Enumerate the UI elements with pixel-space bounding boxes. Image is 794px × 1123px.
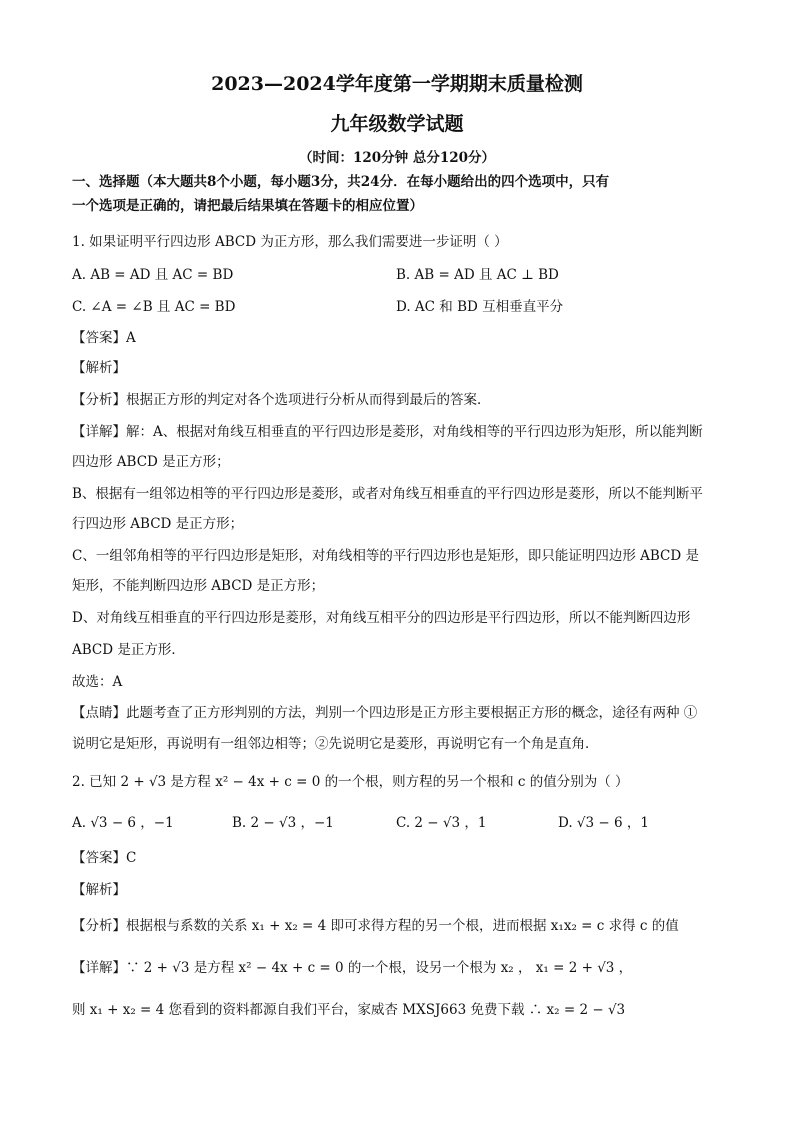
q1-detail-line: 故选：A [72,674,123,690]
q1-analysis-label: 【解析】 [72,360,126,376]
q2-option-d: D. √3 − 6 ，1 [558,815,649,831]
section-heading-line-1: 一、选择题（本大题共8个小题，每小题3分，共24分．在每小题给出的四个选项中，只有 [72,174,610,190]
q2-option-b: B. 2 − √3 ，−1 [232,815,334,831]
q2-detail-line-2: 则 x₁ + x₂ = 4 您看到的资料都源自我们平台，家威杏 MXSJ663 免费下载 ∴ x₂ = 2 − √3 [72,1002,626,1018]
q1-answer: 【答案】A [72,330,136,346]
q1-detail-line: 【详解】解：A、根据对角线互相垂直的平行四边形是菱形，对角线相等的平行四边形为矩形，所以能判断 [72,424,703,440]
q2-detail-line-1: 【详解】∵ 2 + √3 是方程 x² − 4x + c = 0 的一个根，设另一个根为 x₂ ， x₁ = 2 + √3 ， [72,960,633,976]
q1-option-c: C. ∠A = ∠B 且 AC = BD [72,299,236,315]
q1-fenxi: 【分析】根据正方形的判定对各个选项进行分析从而得到最后的答案． [72,392,491,408]
q1-stem: 1. 如果证明平行四边形 ABCD 为正方形，那么我们需要进一步证明（ ） [72,234,508,250]
section-heading-line-2: 一个选项是正确的，请把最后结果填在答题卡的相应位置） [72,198,423,214]
q1-detail-line: D、对角线互相垂直的平行四边形是菱形，对角线互相平分的四边形是平行四边形，所以不能判断四边形 [72,610,691,626]
q1-detail-line: 矩形，不能判断四边形 ABCD 是正方形； [72,578,325,594]
q2-fenxi: 【分析】根据根与系数的关系 x₁ + x₂ = 4 即可求得方程的另一个根，进而根据 x₁x₂ = c 求得 c 的值 [72,918,679,934]
q1-detail-line: ABCD 是正方形． [72,642,185,658]
q2-option-c: C. 2 − √3 ，1 [396,815,487,831]
q1-detail-line: C、一组邻角相等的平行四边形是矩形，对角线相等的平行四边形也是矩形，即只能证明四边形 ABCD 是 [72,548,699,564]
q2-option-a: A. √3 − 6 ，−1 [72,815,174,831]
q2-analysis-label: 【解析】 [72,882,126,898]
q2-stem: 2. 已知 2 + √3 是方程 x² − 4x + c = 0 的一个根，则方程的另一个根和 c 的值分别为（ ） [72,774,629,790]
exam-time-info: （时间：120分钟 总分120分） [298,150,496,166]
q1-detail-line: 行四边形 ABCD 是正方形； [72,516,244,532]
exam-title: 2023—2024学年度第一学期期末质量检测 [211,73,583,95]
q1-option-b: B. AB = AD 且 AC ⊥ BD [396,267,559,283]
q1-option-d: D. AC 和 BD 互相垂直平分 [396,299,564,315]
q1-comment-line: 说明它是矩形，再说明有一组邻边相等；②先说明它是菱形，再说明它有一个角是直角． [72,736,599,752]
q1-option-a: A. AB = AD 且 AC = BD [72,267,234,283]
q1-detail-line: 四边形 ABCD 是正方形； [72,454,230,470]
q2-answer: 【答案】C [72,850,137,866]
q1-detail-line: B、根据有一组邻边相等的平行四边形是菱形，或者对角线互相垂直的平行四边形是菱形，所以不能判断平 [72,486,703,502]
q1-comment-line: 【点睛】此题考查了正方形判别的方法，判别一个四边形是正方形主要根据正方形的概念，途径有两种 ① [72,705,698,721]
exam-subject: 九年级数学试题 [330,113,464,135]
